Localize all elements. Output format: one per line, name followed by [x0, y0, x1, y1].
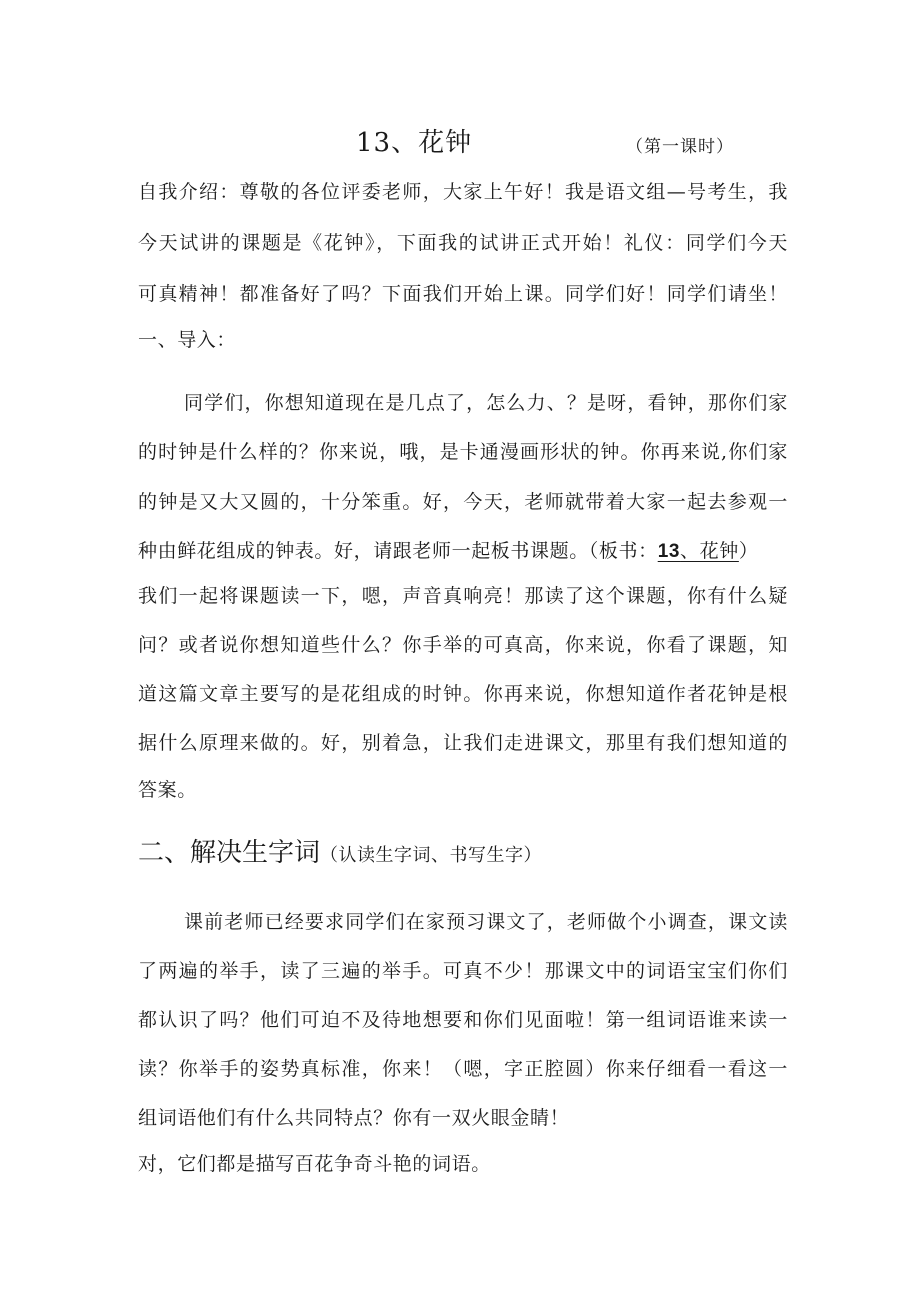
board-title: 、花钟: [680, 540, 739, 562]
paragraph-line: 读？你举手的姿势真标准，你来！（嗯，字正腔圆）你来仔细看一看这一: [138, 1058, 788, 1080]
paragraph-line-with-board: [138, 539, 788, 564]
paragraph-line: 都认识了吗？他们可迫不及待地想要和你们见面啦！第一组词语谁来读一: [138, 1009, 788, 1031]
paragraph-line: 道这篇文章主要写的是花组成的时钟。你再来说，你想知道作者花钟是根: [138, 683, 788, 705]
paragraph-line: 了两遍的举手，读了三遍的举手。可真不少！那课文中的词语宝宝们你们: [138, 960, 788, 982]
intro-line-3: 可真精神！都准备好了吗？下面我们开始上课。同学们好！同学们请坐！: [138, 283, 788, 305]
paragraph-line: 对，它们都是描写百花争奇斗艳的词语。: [138, 1153, 491, 1175]
section-subheading: （认读生字词、书写生字）: [320, 845, 543, 866]
paragraph-line: 课前老师已经要求同学们在家预习课文了，老师做个小调查，课文读: [184, 911, 788, 933]
title-row: [0, 118, 920, 162]
paragraph-line: 的时钟是什么样的？你来说，哦，是卡通漫画形状的钟。你再来说,你们家: [138, 441, 788, 463]
section-heading-vocabulary: [138, 836, 542, 873]
intro-line-1: 自我介绍：尊敬的各位评委老师，大家上午好！我是语文组—号考生，我: [138, 181, 788, 203]
section-heading-text: 二、解决生字词: [138, 838, 321, 868]
paragraph-line: 组词语他们有什么共同特点？你有一双火眼金睛！: [138, 1107, 570, 1129]
intro-line-2: 今天试讲的课题是《花钟》，下面我的试讲正式开始！礼仪：同学们今天: [138, 232, 788, 254]
board-number: 13: [657, 541, 681, 562]
document-title: 13、花钟: [356, 128, 473, 158]
paragraph-line: 答案。: [138, 779, 197, 801]
paragraph-line: 我们一起将课题读一下，嗯，声音真响亮！那读了这个课题，你有什么疑: [138, 585, 788, 607]
paragraph-text: ）: [738, 540, 759, 562]
section-heading-intro: 一、导入：: [138, 329, 237, 351]
paragraph-line: 据什么原理来做的。好，别着急，让我们走进课文，那里有我们想知道的: [138, 732, 788, 754]
paragraph-line: 问？或者说你想知道些什么？你手举的可真高，你来说，你看了课题，知: [138, 634, 788, 656]
board-writing: [658, 540, 739, 562]
paragraph-text: 种由鲜花组成的钟表。好，请跟老师一起板书课题。（板书：: [138, 540, 658, 562]
paragraph-line: 的钟是又大又圆的，十分笨重。好，今天，老师就带着大家一起去参观一: [138, 491, 788, 513]
paragraph-line: 同学们，你想知道现在是几点了，怎么力、？是呀，看钟，那你们家: [184, 392, 788, 414]
lesson-tag: （第一课时）: [626, 137, 734, 157]
